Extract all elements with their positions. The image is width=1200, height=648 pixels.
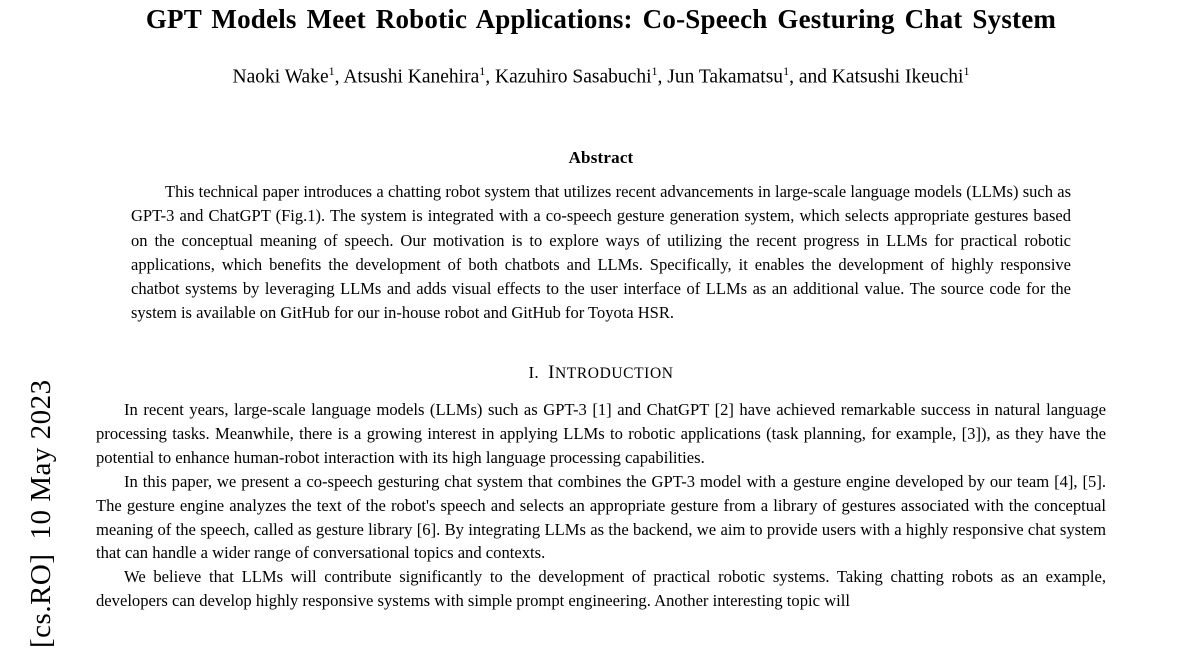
abstract-heading: Abstract: [568, 148, 634, 168]
arxiv-stamp: [10, 0, 72, 648]
author-affiliation-mark: 1: [963, 64, 970, 79]
author-affiliation-mark: 1: [328, 64, 335, 79]
section-body-introduction: [96, 398, 1106, 614]
arxiv-date: 10 May 2023: [24, 379, 57, 540]
section-heading-introduction: [96, 362, 1106, 384]
arxiv-category: [cs.RO]: [24, 553, 57, 648]
author-name: Naoki Wake: [232, 66, 329, 88]
author-name: Atsushi Kanehira: [343, 66, 480, 88]
author-list: Naoki Wake$^1$, Atsushi Kanehira$^1$, Kazuhiro Sasabuchi$^1$, Jun Takamatsu$^1$, and Katsushi Ikeuchi$^1$: [232, 64, 970, 88]
page-title: GPT Models Meet Robotic Applications: Co-Speech Gesturing Chat System: [145, 4, 1057, 34]
author-name: Kazuhiro Sasabuchi: [495, 66, 652, 88]
author-name: Katsushi Ikeuchi: [831, 66, 964, 88]
paragraph: In recent years, large-scale language models (LLMs) such as GPT-3 [1] and ChatGPT [2] have achieved remarkable success in natural language processing tasks. Meanwhile, there is a growing interest in applying LLMs to robotic applications (task planning, for example, [3]), as they have the potential to enhance human-robot interaction with its high language processing capabilities.: [96, 399, 1106, 467]
author-name: Jun Takamatsu: [667, 66, 784, 88]
paper-content: [96, 0, 1106, 648]
paragraph: We believe that LLMs will contribute significantly to the development of practical robotic systems. Taking chatting robots as an example, developers can develop highly responsive systems with simple prompt engineering. Another interesting topic will: [96, 567, 1106, 611]
abstract-text: This technical paper introduces a chatting robot system that utilizes recent advancements in large-scale language models (LLMs) such as GPT-3 and ChatGPT (Fig.1). The system is integrated with a co-speech gesture generation system, which selects appropriate gestures based on the conceptual meaning of speech. Our motivation is to explore ways of utilizing the recent progress in LLMs for practical robotic applications, which benefits the development of both chatbots and LLMs. Specifically, it enables the development of highly responsive chatbot systems by leveraging LLMs and adds visual effects to the user interface of LLMs as an additional value. The source code for the system is available on GitHub for our in-house robot and GitHub for Toyota HSR.: [131, 182, 1071, 323]
author-affiliation-mark: 1: [783, 64, 790, 79]
section-title: INTRODUCTION: [548, 361, 674, 383]
author-affiliation-mark: 1: [479, 64, 486, 79]
author-affiliation-mark: 1: [651, 64, 658, 79]
paragraph: In this paper, we present a co-speech gesturing chat system that combines the GPT-3 model with a gesture engine developed by our team [4], [5]. The gesture engine analyzes the text of the robot's speech and selects an appropriate gesture from a library of gestures associated with the conceptual meaning of the speech, called as gesture library [6]. By integrating LLMs as the backend, we aim to provide users with a highly responsive chat system that can handle a wider range of conversational topics and contexts.: [96, 471, 1106, 563]
section-number: I.: [528, 362, 539, 382]
